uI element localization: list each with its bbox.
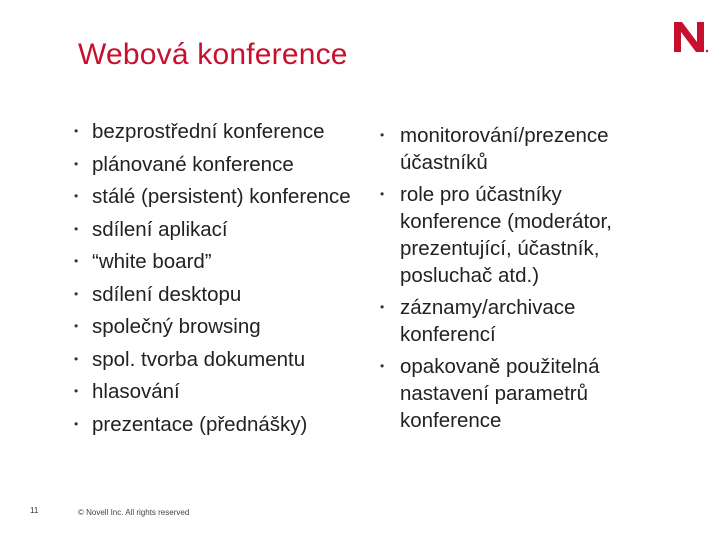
list-item	[74, 411, 374, 438]
list-item-text: společný browsing	[92, 315, 261, 338]
bullet-icon: •	[380, 300, 385, 314]
bullet-icon: •	[74, 319, 79, 333]
bullet-icon: •	[74, 124, 79, 138]
list-item-text: stálé (persistent) konference	[92, 185, 351, 208]
list-item-text: role pro účastníky konference (moderátor, prezentující, účastník, posluchač atd.)	[400, 183, 612, 287]
list-item	[74, 248, 374, 275]
list-item	[380, 122, 660, 176]
list-item-text: sdílení aplikací	[92, 217, 228, 241]
slide-title: Webová konference	[78, 38, 348, 71]
list-item	[74, 313, 374, 340]
list-item	[74, 183, 374, 210]
bullet-icon: •	[74, 189, 79, 203]
list-item	[380, 181, 660, 289]
list-item	[74, 151, 374, 178]
page-number: 11	[30, 506, 39, 515]
list-item	[74, 378, 374, 405]
bullet-icon: •	[380, 359, 385, 373]
right-bullet-list	[380, 122, 660, 439]
bullet-icon: •	[74, 384, 79, 398]
list-item-text: monitorování/prezence účastníků	[400, 124, 609, 174]
list-item-text: spol. tvorba dokumentu	[92, 347, 306, 371]
list-item-text: “white board”	[92, 250, 212, 273]
list-item-text: sdílení desktopu	[92, 282, 242, 306]
bullet-icon: •	[74, 221, 79, 236]
bullet-icon: •	[74, 156, 79, 171]
bullet-icon: •	[74, 416, 79, 431]
list-item-text: prezentace (přednášky)	[92, 412, 308, 436]
list-item-text: opakovaně použitelná nastavení parametrů konference	[400, 355, 600, 432]
list-item-text: hlasování	[92, 380, 180, 403]
bullet-icon: •	[380, 128, 385, 142]
copyright-footer: © Novell Inc. All rights reserved	[78, 508, 190, 517]
list-item-text: plánované konference	[92, 152, 294, 176]
bullet-icon: •	[74, 351, 79, 366]
bullet-icon: •	[380, 187, 385, 201]
bullet-icon: •	[74, 254, 79, 268]
list-item	[74, 281, 374, 308]
left-bullet-list	[74, 118, 374, 443]
list-item	[380, 353, 660, 434]
list-item-text: bezprostřední konference	[92, 120, 325, 143]
list-item-text: záznamy/archivace konferencí	[400, 296, 576, 346]
bullet-icon: •	[74, 286, 79, 301]
list-item	[74, 346, 374, 373]
list-item	[380, 294, 660, 348]
novell-n-logo-icon	[670, 18, 710, 56]
list-item	[74, 118, 374, 145]
list-item	[74, 216, 374, 243]
